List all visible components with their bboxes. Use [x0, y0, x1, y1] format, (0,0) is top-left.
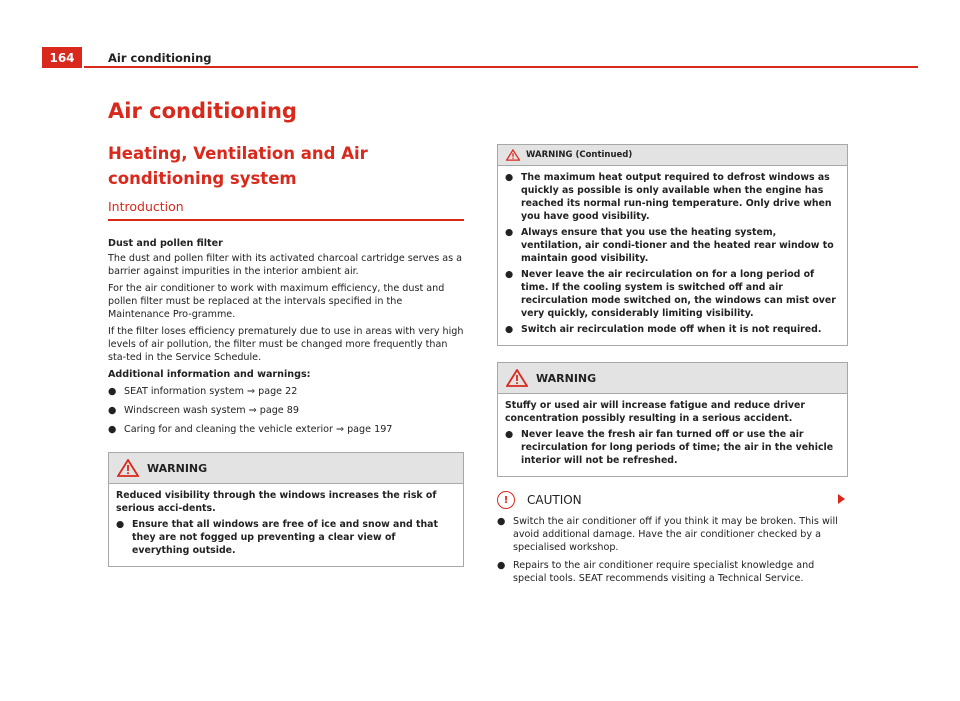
warning-bullet-text: Never leave the air recirculation on for a long period of time. If the cooling system is switched off and air recirculation mode switched on, the windows can mist over very quickly, considerably limiting visibility.	[521, 269, 836, 319]
caution-label: CAUTION	[527, 493, 582, 507]
warning-bullet-text: The maximum heat output required to defrost windows as quickly as possible is only available when the engine has reached its normal run-ning temperature. Only drive when you have good visibility.	[521, 172, 832, 222]
warning-bullet	[505, 171, 840, 223]
caution-bullet-text: Switch the air conditioner off if you think it may be broken. This will avoid additional damage. Have the air conditioner checked by a specialised workshop.	[513, 516, 838, 553]
warning-bullet	[505, 323, 840, 336]
bullet-icon: ●	[108, 424, 117, 435]
dust-filter-title: Dust and pollen filter	[108, 238, 223, 249]
warning-triangle-icon	[117, 459, 139, 477]
warning-continued-header	[498, 145, 847, 166]
bullet-icon: ●	[505, 227, 514, 238]
warning-continued-body	[498, 166, 847, 345]
caution-icon: !	[497, 491, 515, 509]
section-title: Heating, Ventilation and Air conditioning system	[108, 144, 368, 188]
left-column	[108, 98, 464, 567]
bullet-icon: ●	[116, 519, 125, 530]
bullet-icon: ●	[505, 429, 514, 440]
bullet-icon: ●	[505, 172, 514, 183]
continue-arrow-icon	[838, 494, 845, 504]
caution-bullet	[497, 515, 848, 554]
bullet-icon: ●	[108, 386, 117, 397]
bullet-icon: ●	[497, 516, 506, 527]
list-item-text[interactable]: SEAT information system ⇒ page 22	[124, 386, 298, 397]
warning-triangle-icon	[506, 369, 528, 387]
header-rule	[84, 66, 918, 68]
warning-bullet	[505, 428, 840, 467]
page-number: 164	[42, 47, 82, 68]
warning-bullet-text: Switch air recirculation mode off when it is not required.	[521, 324, 822, 335]
list-item-text[interactable]: Caring for and cleaning the vehicle exterior ⇒ page 197	[124, 424, 393, 435]
warning-box-2	[497, 362, 848, 477]
list-item[interactable]	[108, 385, 464, 398]
bullet-icon: ●	[505, 269, 514, 280]
warning-bullet	[505, 226, 840, 265]
running-header: Air conditioning	[108, 51, 212, 65]
right-column	[497, 144, 848, 590]
warning-bullet-text: Ensure that all windows are free of ice and snow and that they are not fogged up preventing a clear view of everything outside.	[132, 519, 438, 556]
warning-text: Stuffy or used air will increase fatigue and reduce driver concentration possibly resulting in a serious accident.	[505, 400, 806, 424]
paragraph: If the filter loses efficiency prematurely due to use in areas with very high levels of air pollution, the filter must be changed more frequently than sta-ted in the Service Schedule.	[108, 326, 464, 363]
warning-bullet-text: Never leave the fresh air fan turned off or use the air recirculation for long periods of time; the air in the vehicle interior will not be refreshed.	[521, 429, 834, 466]
warning-bullet	[505, 268, 840, 320]
caution-section	[497, 491, 848, 585]
bullet-icon: ●	[108, 405, 117, 416]
caution-header	[497, 491, 848, 509]
warning-body	[109, 484, 463, 566]
warning-bullet	[116, 518, 456, 557]
warning-bullet-text: Always ensure that you use the heating system, ventilation, air condi-tioner and the heated rear window to maintain good visibility.	[521, 227, 834, 264]
warning-label: WARNING	[147, 461, 208, 475]
list-item[interactable]	[108, 404, 464, 417]
chapter-title: Air conditioning	[108, 99, 297, 123]
subsection-title: Introduction	[108, 199, 464, 221]
warning-text: Reduced visibility through the windows increases the risk of serious acci-dents.	[116, 490, 437, 514]
additional-info-title: Additional information and warnings:	[108, 369, 311, 380]
paragraph: The dust and pollen filter with its activated charcoal cartridge serves as a barrier against impurities in the interior ambient air.	[108, 253, 463, 277]
bullet-icon: ●	[497, 560, 506, 571]
caution-bullet	[497, 559, 848, 585]
warning-label: WARNING	[536, 371, 597, 385]
warning-header	[109, 453, 463, 484]
list-item[interactable]	[108, 423, 464, 436]
list-item-text[interactable]: Windscreen wash system ⇒ page 89	[124, 405, 299, 416]
bullet-icon: ●	[505, 324, 514, 335]
paragraph: For the air conditioner to work with maximum efficiency, the dust and pollen filter must be replaced at the intervals specified in the Maintenance Pro-gramme.	[108, 283, 445, 320]
warning-header	[498, 363, 847, 394]
warning-continued-box	[497, 144, 848, 346]
warning-box	[108, 452, 464, 567]
caution-bullet-text: Repairs to the air conditioner require specialist knowledge and special tools. SEAT recommends visiting a Technical Service.	[513, 560, 815, 584]
warning-continued-label: WARNING (Continued)	[526, 150, 633, 160]
warning-body	[498, 394, 847, 476]
warning-triangle-icon	[506, 149, 520, 161]
